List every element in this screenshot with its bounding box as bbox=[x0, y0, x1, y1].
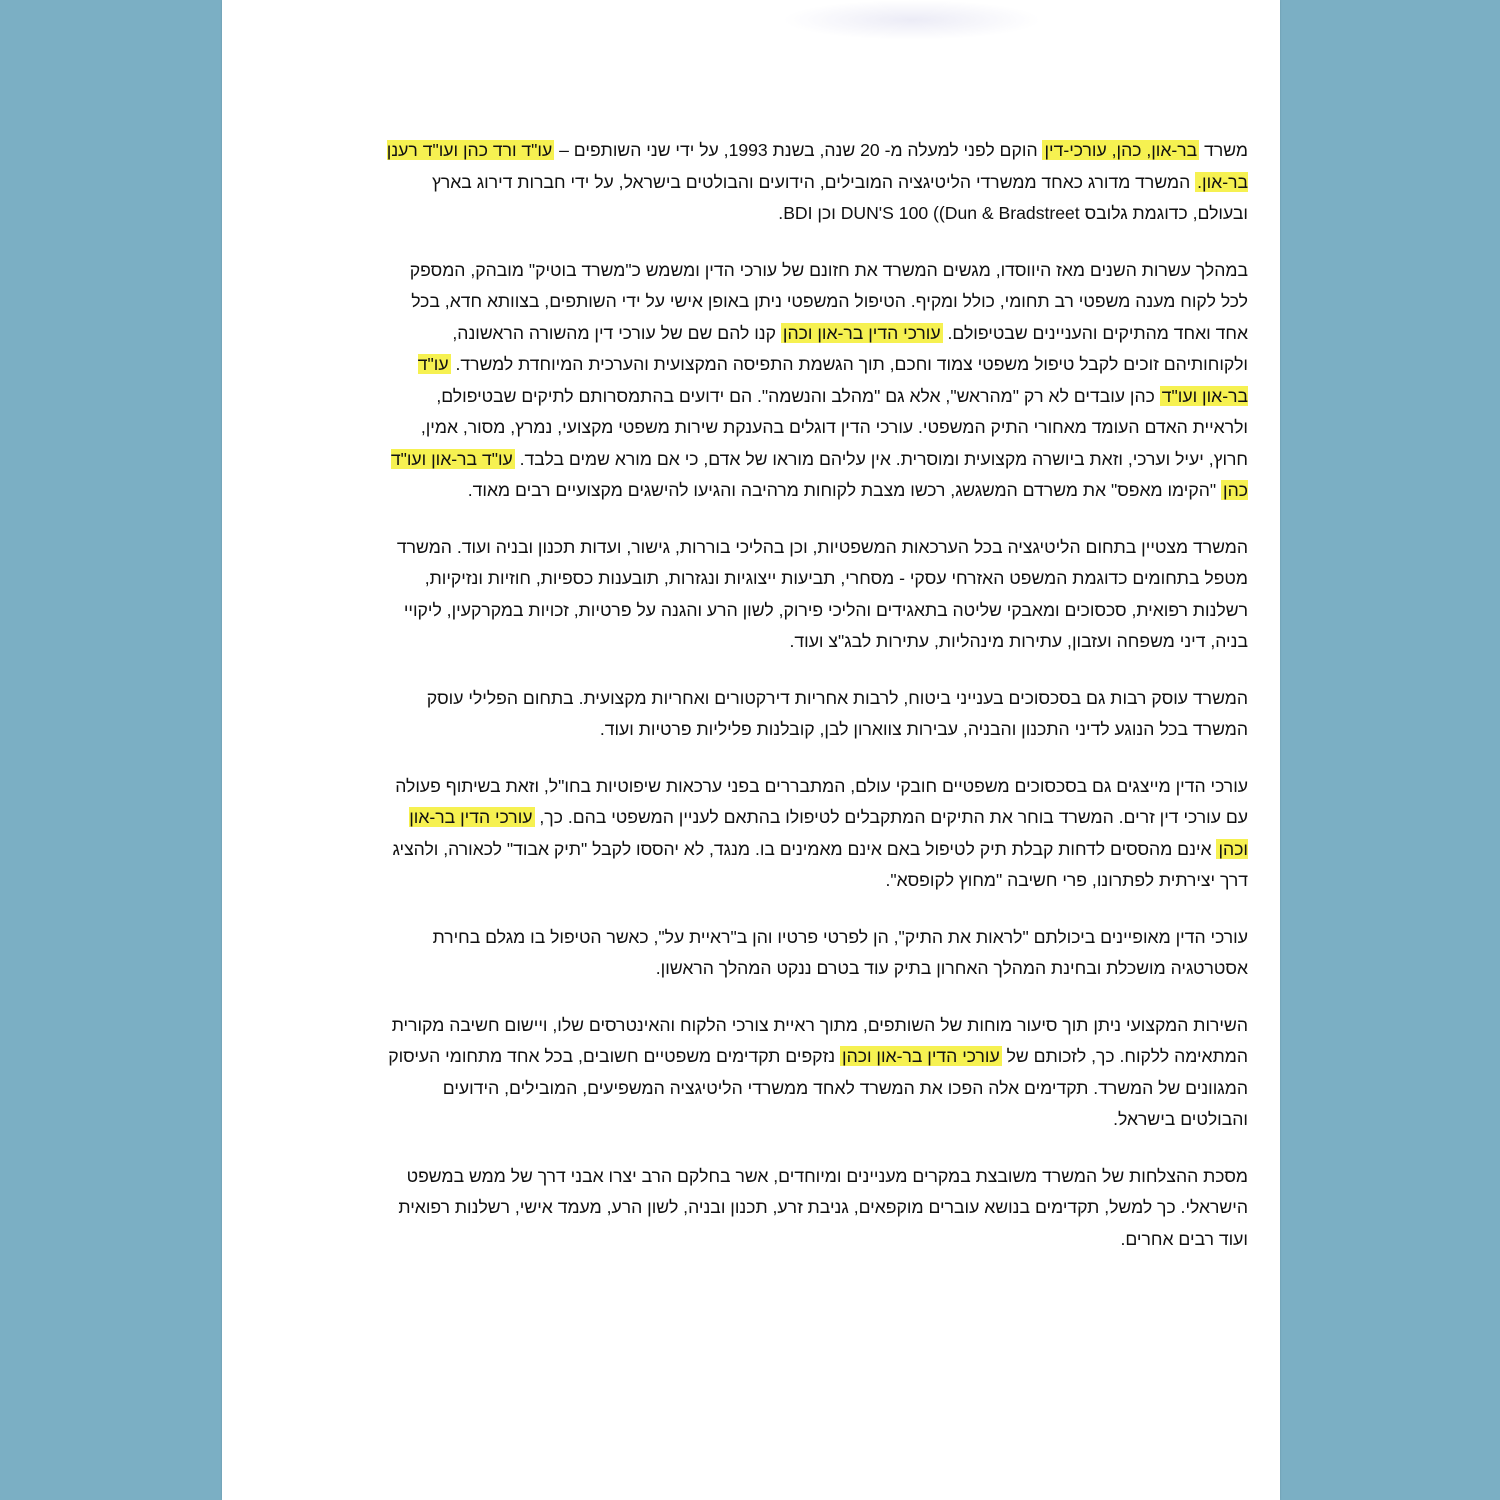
highlighted-text: עורכי הדין בר-און וכהן bbox=[782, 322, 941, 343]
text-segment: נזקפים תקדימים משפטיים חשובים, בכל אחד מתחומי העיסוק המגוונים של המשרד. תקדימים אלה הפכו את המשרד לאחד ממשרדי הליטיגציה המשפיעים, המובילים, הידועים והבולטים בישראל. bbox=[388, 1046, 1248, 1129]
highlighted-text: עו"ד ורד כהן ועו"ד רענן בר-און. bbox=[386, 140, 1248, 192]
text-segment: משרד bbox=[1199, 140, 1248, 160]
highlighted-text: עו"ד בר-און ועו"ד bbox=[417, 354, 1248, 406]
text-segment: "הקימו מאפס" את משרדם המשגשג, רכשו מצבת לקוחות מרהיבה והגיעו להישגים מקצועיים רבים מאוד. bbox=[467, 480, 1222, 500]
highlighted-text: עורכי הדין בר-און וכהן bbox=[842, 1046, 1000, 1066]
document-body bbox=[380, 135, 1248, 1280]
paragraph-3 bbox=[380, 532, 1248, 658]
paragraph-7 bbox=[380, 1010, 1248, 1136]
paragraph-6 bbox=[380, 922, 1248, 985]
text-segment: הוקם לפני למעלה מ- 20 שנה, בשנת 1993, על ידי שני השותפים – bbox=[554, 140, 1043, 160]
text-segment: המשרד מצטיין בתחום הליטיגציה בכל הערכאות המשפטיות, וכן בהליכי בוררות, גישור, ועדות תכנון ובניה ועוד. המשרד מטפל בתחומים כדוגמת המשפט האזרחי עסקי - מסחרי, תביעות ייצוגיות ונגזרות, תובענות כספיות, חוזיות ונזיקיות, רשלנות רפואית, סכסוכים ומאבקי שליטה בתאגידים והליכי פירוק, לשון הרע והגנה על פרטיות, זכויות במקרקעין, ליקויי בניה, דיני משפחה ועזבון, עתירות מינהליות, עתירות לבג"צ ועוד. bbox=[396, 536, 1248, 651]
scan-smudge bbox=[782, 0, 1042, 40]
text-segment: מסכת ההצלחות של המשרד משובצת במקרים מעניינים ומיוחדים, אשר בחלקם הרב יצרו אבני דרך של ממש במשפט הישראלי. כך למשל, תקדימים בנושא עוברים מוקפאים, גניבת זרע, תכנון ובניה, לשון הרע, מעמד אישי, רשלנות רפואית ועוד רבים אחרים. bbox=[398, 1165, 1248, 1249]
text-segment: המשרד מדורג כאחד ממשרדי הליטיגציה המובילים, הידועים והבולטים בישראל, על ידי חברות דירוג בארץ ובעולם, כדוגמת גלובס DUN'S 100 ((Dun & Bradstreet וכן BDI. bbox=[432, 171, 1248, 223]
paragraph-2 bbox=[380, 255, 1248, 507]
document-page bbox=[222, 0, 1280, 1500]
paragraph-1 bbox=[380, 135, 1248, 230]
text-segment: השירות המקצועי ניתן תוך סיעור מוחות של השותפים, מתוך ראיית צורכי הלקוח והאינטרסים שלו, ויישום חשיבה מקורית המתאימה ללקוח. כך, לזכותם של bbox=[391, 1014, 1248, 1066]
text-segment: במהלך עשרות השנים מאז היווסדו, מגשים המשרד את חזונם של עורכי הדין ומשמש כ"משרד בוטיק" מובהק, המספק לכל לקוח מענה משפטי רב תחומי, כולל ומקיף. הטיפול המשפטי ניתן באופן אישי על ידי השותפים, בצוותא חדא, בכל אחד ואחד מהתיקים והעניינים שבטיפולם. bbox=[409, 259, 1248, 343]
highlighted-text: עורכי הדין בר-און וכהן bbox=[409, 807, 1248, 859]
text-segment: עורכי הדין מאופיינים ביכולתם "לראות את התיק", הן לפרטי פרטיו והן ב"ראיית על", כאשר הטיפול בו מגלם בחירת אסטרטגיה מושכלת ובחינת המהלך האחרון בתיק עוד בטרם ננקט המהלך הראשון. bbox=[432, 926, 1248, 978]
text-segment: עורכי הדין מייצגים גם בסכסוכים משפטיים חובקי עולם, המתבררים בפני ערכאות שיפוטיות בחו"ל, וזאת בשיתוף פעולה עם עורכי דין זרים. המשרד בוחר את התיקים המתקבלים לטיפולו בהתאם לעניין המשפטי בהם. כך, bbox=[395, 775, 1248, 827]
highlighted-text: עו"ד בר-און ועו"ד כהן bbox=[390, 448, 1248, 500]
highlighted-text: בר-און, כהן, עורכי-דין bbox=[1044, 140, 1198, 160]
text-segment: אינם מהססים לדחות קבלת תיק לטיפול באם אינם מאמינים בו. מנגד, לא יהססו לקבל "תיק אבוד" לכאורה, ולהציג דרך יצירתית לפתרונו, פרי חשיבה "מחוץ לקופסא". bbox=[392, 838, 1248, 890]
paragraph-8 bbox=[380, 1161, 1248, 1256]
paragraph-5 bbox=[380, 771, 1248, 897]
text-segment: המשרד עוסק רבות גם בסכסוכים בענייני ביטוח, לרבות אחריות דירקטורים ואחריות מקצועית. בתחום הפלילי עוסק המשרד בכל הנוגע לדיני התכנון והבניה, עבירות צווארון לבן, קובלנות פליליות פרטיות ועוד. bbox=[426, 687, 1248, 739]
text-segment: קנו להם שם של עורכי דין מהשורה הראשונה, ולקוחותיהם זוכים לקבל טיפול משפטי צמוד וחכם, תוך הגשמת התפיסה המקצועית והערכית המיוחדת למשרד. bbox=[450, 322, 1248, 374]
text-segment: כהן עובדים לא רק "מהראש", אלא גם "מהלב והנשמה". הם ידועים בהתמסרותם לתיקים שבטיפולם, ולראיית האדם העומד מאחורי התיק המשפטי. עורכי הדין דוגלים בהענקת שירות משפטי מקצועי, נמרץ, מסור, אמין, חרוץ, יעיל וערכי, וזאת ביושרה מקצועית ומוסרית. אין עליהם מוראו של אדם, כי אם מורא שמים בלבד. bbox=[420, 385, 1248, 469]
paragraph-4 bbox=[380, 683, 1248, 746]
